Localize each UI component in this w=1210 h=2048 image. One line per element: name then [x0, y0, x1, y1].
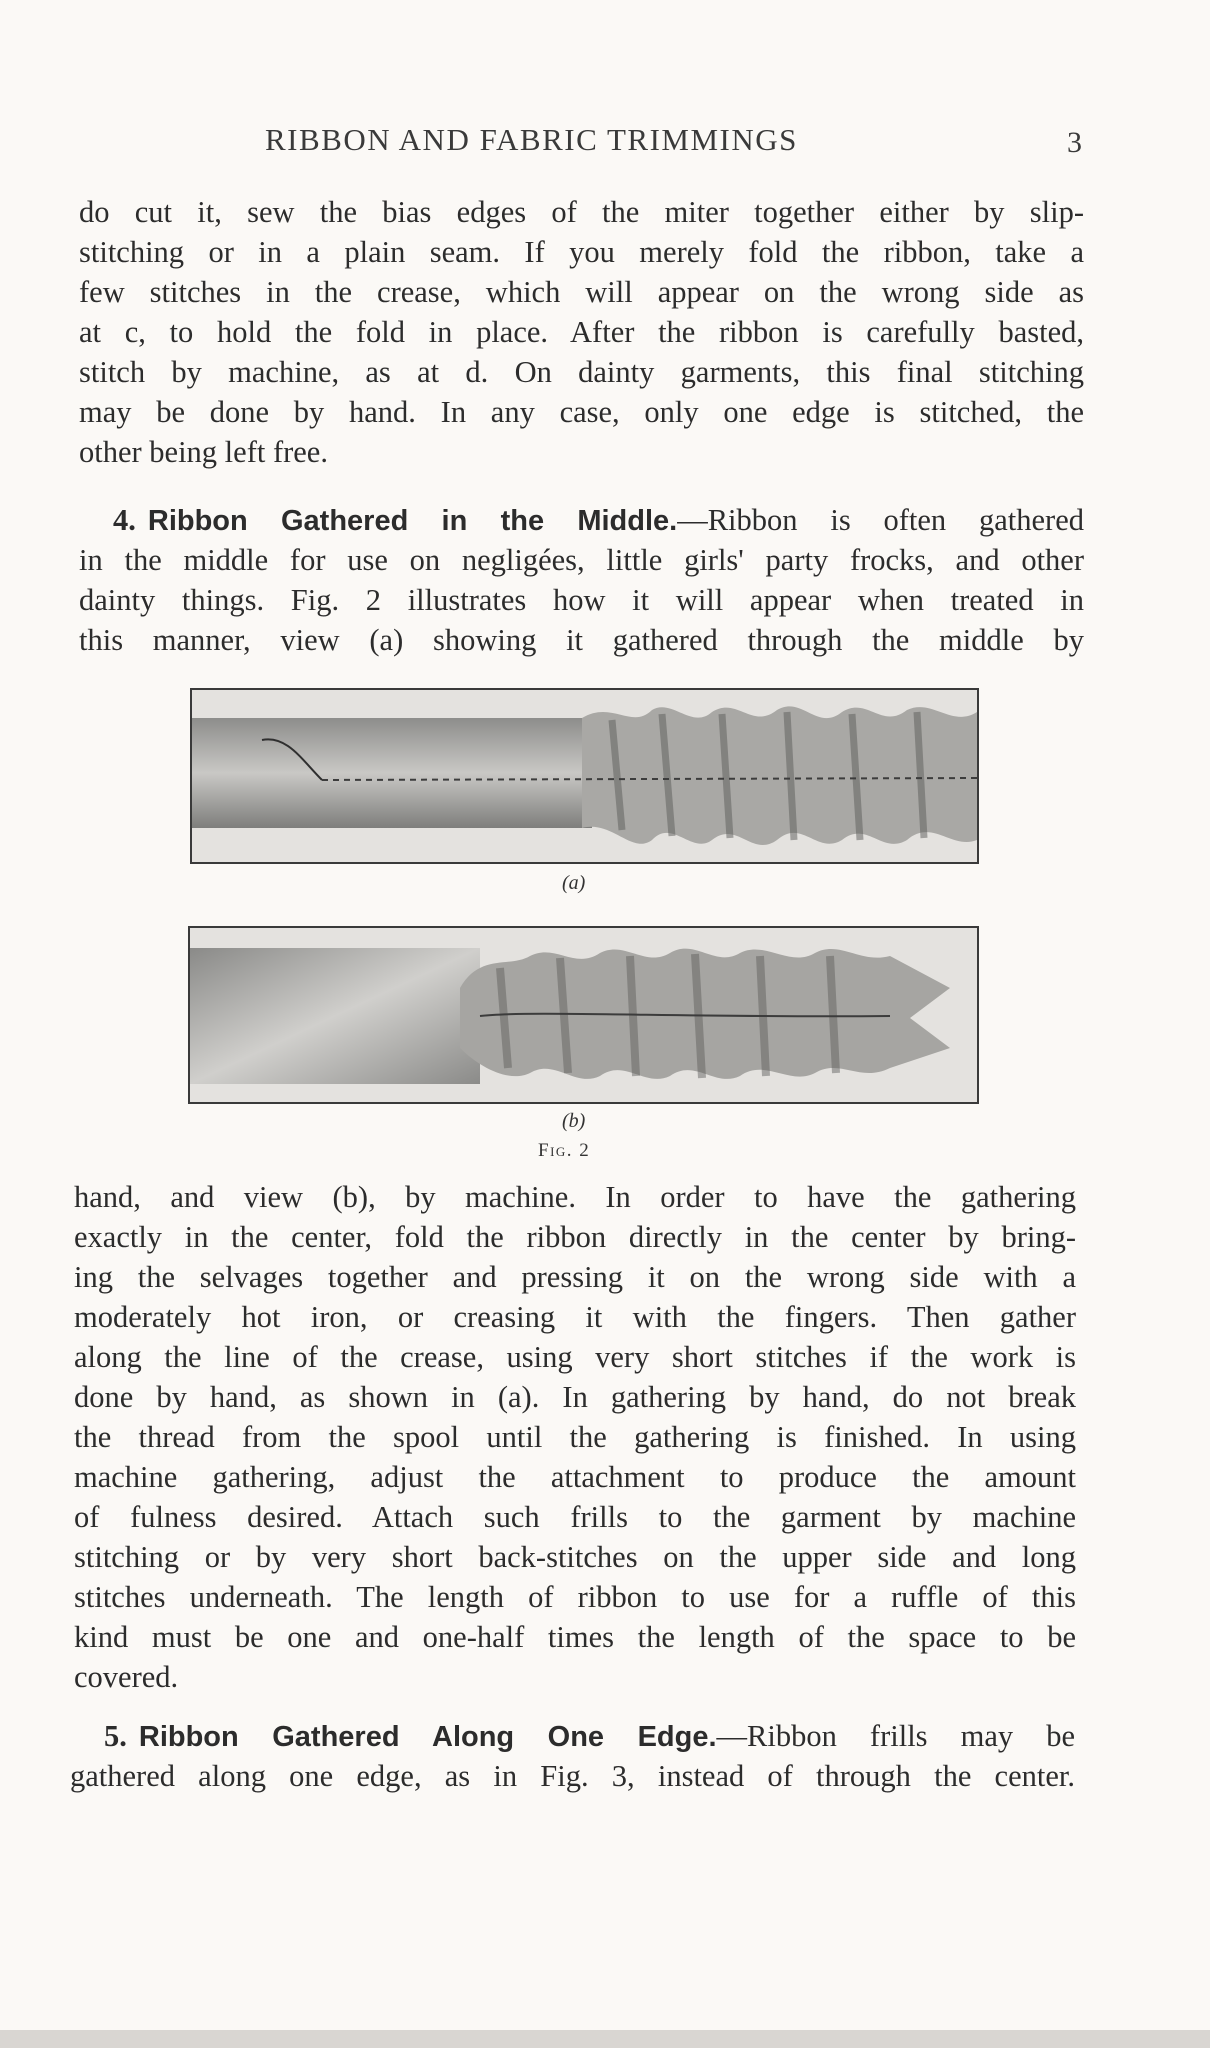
figure-view-a-label: (a) [562, 872, 586, 894]
text-line: few stitches in the crease, which will appear on the wrong side as [79, 275, 1084, 309]
section-5-heading-line [70, 1716, 1075, 1756]
section-title: Ribbon Gathered in the Middle. [147, 505, 678, 537]
text-line: stitch by machine, as at d. On dainty garments, this final stitching [79, 355, 1084, 389]
text-line: in the middle for use on negligées, little girls' party frocks, and other [79, 543, 1084, 577]
section-number: 5. [104, 1719, 127, 1753]
text-line: hand, and view (b), by machine. In order to have the gathering [74, 1180, 1076, 1214]
text-line: machine gathering, adjust the attachment to produce the amount [74, 1460, 1076, 1494]
ribbon-photo-view-b [188, 926, 979, 1104]
paragraph-continuation-2 [74, 1177, 1076, 1697]
text-line: do cut it, sew the bias edges of the miter together either by slip- [79, 195, 1084, 229]
text-line: dainty things. Fig. 2 illustrates how it will appear when treated in [79, 583, 1084, 617]
figure-caption: Fig. 2 [538, 1140, 591, 1161]
text-line: done by hand, as shown in (a). In gathering by hand, do not break [74, 1380, 1076, 1414]
text-line: stitching or in a plain seam. If you merely fold the ribbon, take a [79, 235, 1084, 269]
running-head: RIBBON AND FABRIC TRIMMINGS [265, 122, 798, 157]
scan-bottom-edge [0, 2030, 1210, 2048]
section-4-heading-line [79, 500, 1084, 540]
text-line: at c, to hold the fold in place. After the ribbon is carefully basted, [79, 315, 1084, 349]
text-line: may be done by hand. In any case, only one edge is stitched, the [79, 395, 1084, 429]
section-5-paragraph [70, 1716, 1075, 1796]
figure-view-b-label: (b) [562, 1110, 586, 1132]
text-line: gathered along one edge, as in Fig. 3, instead of through the center. [70, 1759, 1075, 1793]
ribbon-photo-view-a [190, 688, 979, 864]
text-line: the thread from the spool until the gathering is finished. In using [74, 1420, 1076, 1454]
text-line: stitching or by very short back-stitches on the upper side and long [74, 1540, 1076, 1574]
text-line: kind must be one and one-half times the length of the space to be [74, 1620, 1076, 1654]
machine-gathered-ribbon-illustration [190, 928, 977, 1102]
text-line: exactly in the center, fold the ribbon directly in the center by bring- [74, 1220, 1076, 1254]
section-4-paragraph [79, 500, 1084, 660]
text-line: along the line of the crease, using very short stitches if the work is [74, 1340, 1076, 1374]
text-line: of fulness desired. Attach such frills to the garment by machine [74, 1500, 1076, 1534]
section-number: 4. [113, 503, 136, 537]
text-line: this manner, view (a) showing it gathered through the middle by [79, 623, 1084, 657]
paragraph-continuation [79, 192, 1084, 472]
text-run: —Ribbon is often gathered [677, 503, 1084, 537]
section-title: Ribbon Gathered Along One Edge. [138, 1721, 717, 1753]
text-line: ing the selvages together and pressing it on the wrong side with a [74, 1260, 1076, 1294]
text-line: other being left free. [79, 435, 328, 469]
text-line: covered. [74, 1660, 179, 1694]
text-line: moderately hot iron, or creasing it with the fingers. Then gather [74, 1300, 1076, 1334]
hand-gathered-ribbon-illustration [192, 690, 977, 862]
text-line: stitches underneath. The length of ribbon to use for a ruffle of this [74, 1580, 1076, 1614]
text-run: —Ribbon frills may be [716, 1719, 1075, 1753]
page-number: 3 [1067, 126, 1082, 159]
